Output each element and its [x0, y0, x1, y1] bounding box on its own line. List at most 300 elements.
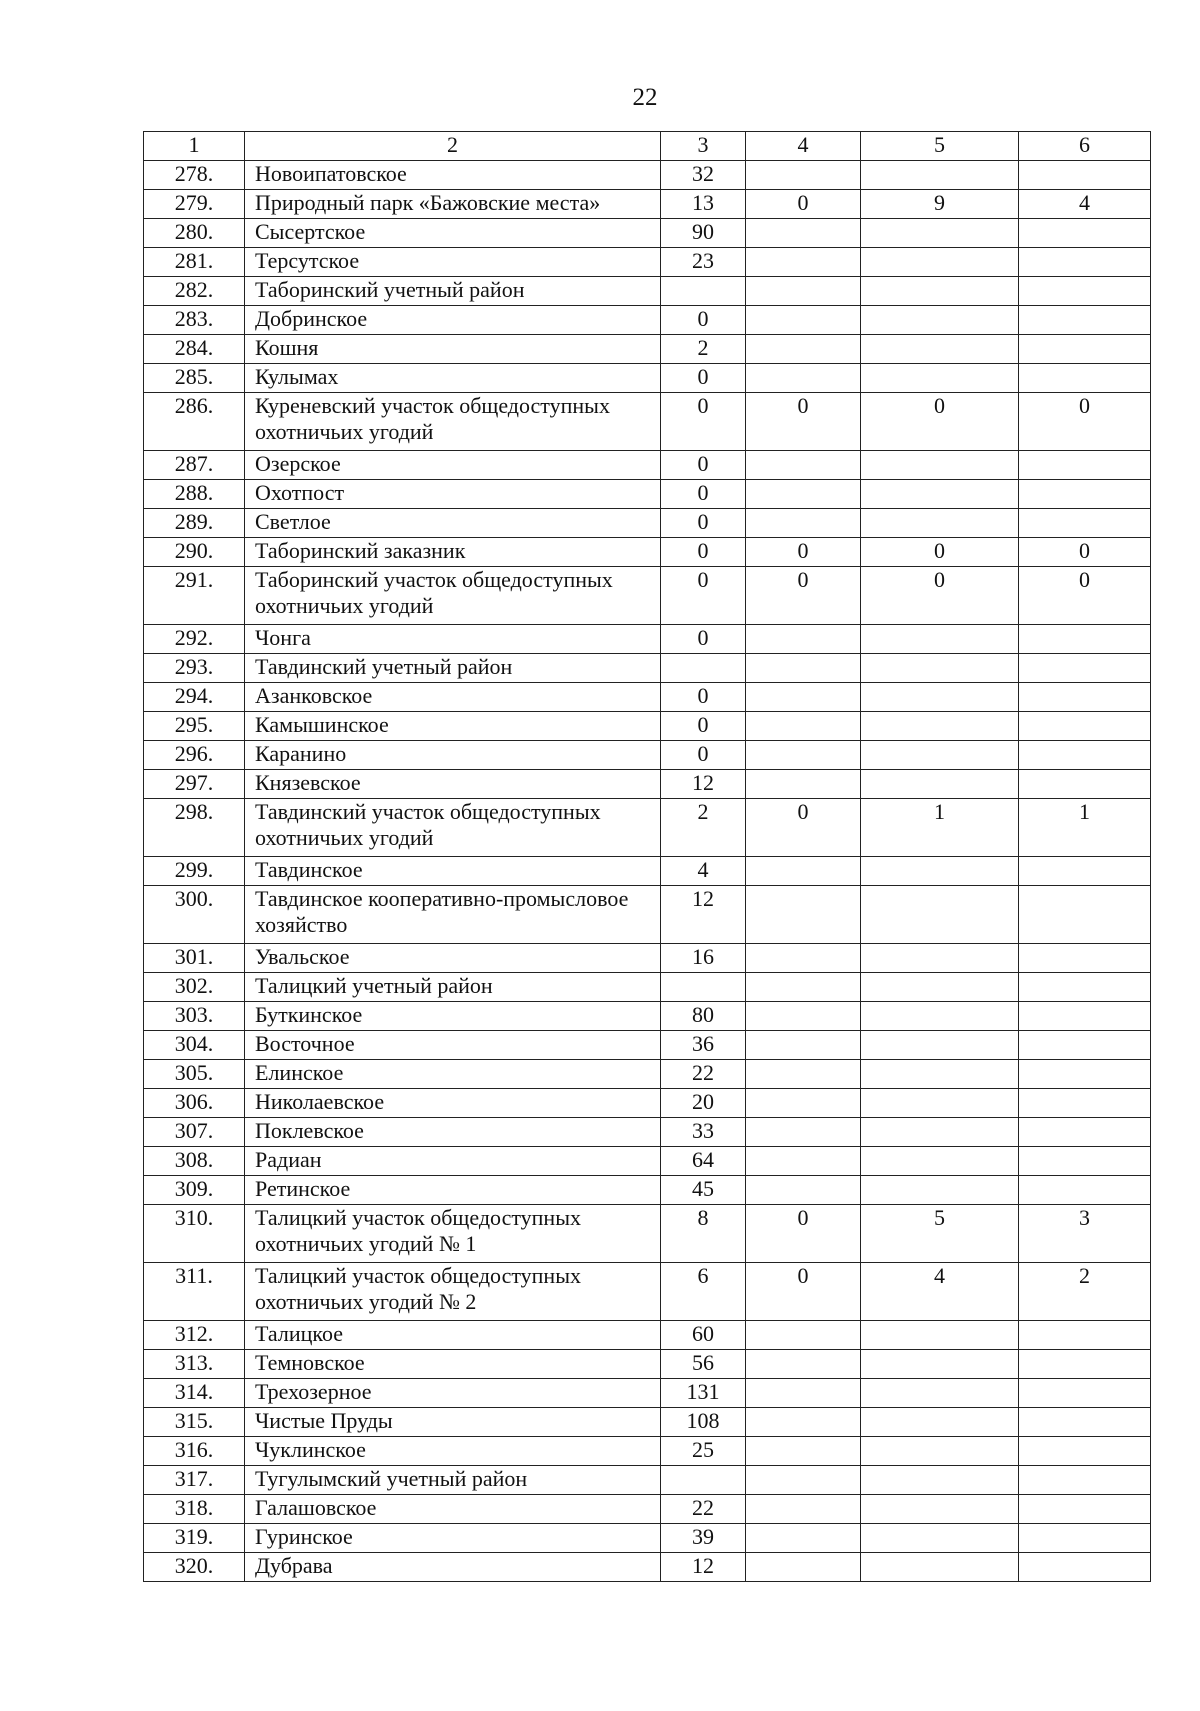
row-number: 299. — [144, 857, 245, 886]
table-row — [144, 567, 1151, 625]
row-col-3: 45 — [661, 1176, 746, 1205]
row-name: Терсутское — [245, 248, 661, 277]
row-col-5 — [861, 741, 1019, 770]
row-number: 292. — [144, 625, 245, 654]
row-col-4 — [746, 625, 861, 654]
row-col-4 — [746, 654, 861, 683]
row-number: 284. — [144, 335, 245, 364]
table-row — [144, 1205, 1151, 1263]
row-col-6: 0 — [1019, 567, 1151, 625]
row-col-4: 0 — [746, 567, 861, 625]
table-row — [144, 1118, 1151, 1147]
row-col-3: 0 — [661, 509, 746, 538]
row-col-6 — [1019, 1495, 1151, 1524]
row-number: 302. — [144, 973, 245, 1002]
row-col-4 — [746, 886, 861, 944]
row-col-5 — [861, 451, 1019, 480]
table-row — [144, 1524, 1151, 1553]
row-name: Таборинский заказник — [245, 538, 661, 567]
row-col-5 — [861, 1118, 1019, 1147]
row-col-5 — [861, 161, 1019, 190]
row-col-5 — [861, 509, 1019, 538]
row-name: Светлое — [245, 509, 661, 538]
table-row — [144, 364, 1151, 393]
row-number: 312. — [144, 1321, 245, 1350]
row-col-6 — [1019, 1437, 1151, 1466]
row-col-4 — [746, 741, 861, 770]
row-col-4 — [746, 857, 861, 886]
row-col-4: 0 — [746, 538, 861, 567]
table-row — [144, 712, 1151, 741]
row-col-5 — [861, 1437, 1019, 1466]
row-name: Тавдинское кооперативно-промысловое хозяйство — [245, 886, 661, 944]
table-row — [144, 1350, 1151, 1379]
row-name: Таборинский учетный район — [245, 277, 661, 306]
row-number: 306. — [144, 1089, 245, 1118]
row-col-5 — [861, 1553, 1019, 1582]
row-col-5: 4 — [861, 1263, 1019, 1321]
row-number: 282. — [144, 277, 245, 306]
row-col-4: 0 — [746, 393, 861, 451]
table-row — [144, 1176, 1151, 1205]
row-name: Новоипатовское — [245, 161, 661, 190]
row-number: 315. — [144, 1408, 245, 1437]
row-col-6: 0 — [1019, 538, 1151, 567]
row-col-3: 2 — [661, 335, 746, 364]
row-number: 281. — [144, 248, 245, 277]
row-col-5 — [861, 1321, 1019, 1350]
header-col-3: 3 — [661, 132, 746, 161]
header-col-4: 4 — [746, 132, 861, 161]
table-row — [144, 683, 1151, 712]
table-header-row — [144, 132, 1151, 161]
row-name: Тугулымский учетный район — [245, 1466, 661, 1495]
row-name: Тавдинское — [245, 857, 661, 886]
row-col-4: 0 — [746, 1263, 861, 1321]
row-col-3: 0 — [661, 712, 746, 741]
row-name: Озерское — [245, 451, 661, 480]
row-col-5 — [861, 219, 1019, 248]
row-col-4 — [746, 944, 861, 973]
row-col-5 — [861, 1466, 1019, 1495]
row-col-6 — [1019, 306, 1151, 335]
row-col-4 — [746, 364, 861, 393]
row-col-4 — [746, 1089, 861, 1118]
row-col-3: 32 — [661, 161, 746, 190]
table-row — [144, 306, 1151, 335]
row-col-3 — [661, 973, 746, 1002]
table-row — [144, 451, 1151, 480]
row-col-6 — [1019, 741, 1151, 770]
row-col-5 — [861, 973, 1019, 1002]
row-name: Восточное — [245, 1031, 661, 1060]
row-col-3: 0 — [661, 393, 746, 451]
row-col-3: 2 — [661, 799, 746, 857]
row-name: Куреневский участок общедоступных охотничьих угодий — [245, 393, 661, 451]
row-number: 304. — [144, 1031, 245, 1060]
table-row — [144, 538, 1151, 567]
row-name: Николаевское — [245, 1089, 661, 1118]
row-name: Таборинский участок общедоступных охотничьих угодий — [245, 567, 661, 625]
row-col-3: 0 — [661, 451, 746, 480]
row-col-6 — [1019, 712, 1151, 741]
table-row — [144, 190, 1151, 219]
row-col-6: 2 — [1019, 1263, 1151, 1321]
row-col-3 — [661, 277, 746, 306]
row-name: Азанковское — [245, 683, 661, 712]
row-col-5 — [861, 1002, 1019, 1031]
row-col-5 — [861, 364, 1019, 393]
row-col-3: 56 — [661, 1350, 746, 1379]
row-number: 300. — [144, 886, 245, 944]
row-col-4 — [746, 1031, 861, 1060]
row-col-3: 108 — [661, 1408, 746, 1437]
table-row — [144, 480, 1151, 509]
row-col-5: 9 — [861, 190, 1019, 219]
row-number: 279. — [144, 190, 245, 219]
header-col-6: 6 — [1019, 132, 1151, 161]
row-col-6 — [1019, 509, 1151, 538]
row-col-6 — [1019, 451, 1151, 480]
row-col-3: 13 — [661, 190, 746, 219]
row-col-3: 0 — [661, 306, 746, 335]
row-col-4 — [746, 306, 861, 335]
row-col-3: 23 — [661, 248, 746, 277]
row-col-5: 0 — [861, 393, 1019, 451]
row-col-5 — [861, 480, 1019, 509]
row-col-4 — [746, 712, 861, 741]
row-col-4: 0 — [746, 799, 861, 857]
row-col-3: 22 — [661, 1060, 746, 1089]
table-row — [144, 1553, 1151, 1582]
row-col-5: 5 — [861, 1205, 1019, 1263]
row-col-3: 90 — [661, 219, 746, 248]
table-row — [144, 944, 1151, 973]
row-name: Охотпост — [245, 480, 661, 509]
table-row — [144, 886, 1151, 944]
row-col-5 — [861, 1524, 1019, 1553]
row-name: Чонга — [245, 625, 661, 654]
data-table — [143, 131, 1151, 1582]
row-col-4 — [746, 1379, 861, 1408]
row-name: Елинское — [245, 1060, 661, 1089]
row-number: 286. — [144, 393, 245, 451]
row-col-3: 36 — [661, 1031, 746, 1060]
row-number: 316. — [144, 1437, 245, 1466]
row-number: 309. — [144, 1176, 245, 1205]
row-col-6 — [1019, 1553, 1151, 1582]
row-number: 285. — [144, 364, 245, 393]
row-col-6: 4 — [1019, 190, 1151, 219]
row-col-4 — [746, 480, 861, 509]
table-row — [144, 1089, 1151, 1118]
row-col-6 — [1019, 1321, 1151, 1350]
row-name: Талицкое — [245, 1321, 661, 1350]
row-col-5 — [861, 1350, 1019, 1379]
table-row — [144, 248, 1151, 277]
row-col-4 — [746, 1408, 861, 1437]
row-col-5 — [861, 683, 1019, 712]
row-col-3: 0 — [661, 683, 746, 712]
row-col-4 — [746, 1060, 861, 1089]
row-col-4 — [746, 1466, 861, 1495]
row-col-4 — [746, 509, 861, 538]
row-col-3: 60 — [661, 1321, 746, 1350]
row-number: 289. — [144, 509, 245, 538]
table-row — [144, 1147, 1151, 1176]
table-row — [144, 1466, 1151, 1495]
row-col-6 — [1019, 973, 1151, 1002]
row-name: Тавдинский участок общедоступных охотничьих угодий — [245, 799, 661, 857]
row-col-4 — [746, 1437, 861, 1466]
row-col-3: 16 — [661, 944, 746, 973]
row-name: Талицкий участок общедоступных охотничьих угодий № 2 — [245, 1263, 661, 1321]
table-row — [144, 509, 1151, 538]
row-number: 288. — [144, 480, 245, 509]
row-number: 294. — [144, 683, 245, 712]
row-name: Кулымах — [245, 364, 661, 393]
row-name: Кошня — [245, 335, 661, 364]
row-col-3: 39 — [661, 1524, 746, 1553]
row-col-5 — [861, 770, 1019, 799]
row-col-4 — [746, 1524, 861, 1553]
row-name: Каранино — [245, 741, 661, 770]
row-number: 278. — [144, 161, 245, 190]
row-col-6 — [1019, 364, 1151, 393]
row-col-6 — [1019, 1466, 1151, 1495]
row-col-5 — [861, 1147, 1019, 1176]
row-col-6: 1 — [1019, 799, 1151, 857]
row-col-3: 0 — [661, 567, 746, 625]
row-col-4 — [746, 248, 861, 277]
row-col-6 — [1019, 1089, 1151, 1118]
row-col-5 — [861, 654, 1019, 683]
row-col-6: 0 — [1019, 393, 1151, 451]
row-number: 314. — [144, 1379, 245, 1408]
row-number: 297. — [144, 770, 245, 799]
row-col-6 — [1019, 1408, 1151, 1437]
row-number: 301. — [144, 944, 245, 973]
row-col-3: 12 — [661, 770, 746, 799]
row-number: 308. — [144, 1147, 245, 1176]
row-name: Радиан — [245, 1147, 661, 1176]
table-row — [144, 1321, 1151, 1350]
table-row — [144, 1495, 1151, 1524]
row-number: 317. — [144, 1466, 245, 1495]
row-name: Талицкий участок общедоступных охотничьих угодий № 1 — [245, 1205, 661, 1263]
row-col-4 — [746, 1147, 861, 1176]
row-col-5 — [861, 944, 1019, 973]
row-col-6 — [1019, 1379, 1151, 1408]
table-row — [144, 393, 1151, 451]
row-col-4 — [746, 161, 861, 190]
row-name: Сысертское — [245, 219, 661, 248]
row-col-6 — [1019, 625, 1151, 654]
row-col-3: 0 — [661, 538, 746, 567]
row-name: Увальское — [245, 944, 661, 973]
row-col-3: 6 — [661, 1263, 746, 1321]
row-name: Князевское — [245, 770, 661, 799]
row-col-3: 64 — [661, 1147, 746, 1176]
row-number: 280. — [144, 219, 245, 248]
row-name: Талицкий учетный район — [245, 973, 661, 1002]
row-name: Темновское — [245, 1350, 661, 1379]
row-number: 319. — [144, 1524, 245, 1553]
row-col-5 — [861, 712, 1019, 741]
row-col-5: 1 — [861, 799, 1019, 857]
row-col-5 — [861, 277, 1019, 306]
row-number: 298. — [144, 799, 245, 857]
row-col-5 — [861, 1031, 1019, 1060]
row-col-3: 0 — [661, 625, 746, 654]
row-col-6 — [1019, 1118, 1151, 1147]
table-row — [144, 1031, 1151, 1060]
row-col-6 — [1019, 161, 1151, 190]
row-col-6 — [1019, 886, 1151, 944]
row-col-3: 80 — [661, 1002, 746, 1031]
row-name: Чистые Пруды — [245, 1408, 661, 1437]
row-col-3: 22 — [661, 1495, 746, 1524]
page-number: 22 — [632, 84, 658, 111]
row-col-3 — [661, 1466, 746, 1495]
row-col-3: 20 — [661, 1089, 746, 1118]
row-col-5 — [861, 306, 1019, 335]
row-name: Поклевское — [245, 1118, 661, 1147]
row-col-6 — [1019, 248, 1151, 277]
row-col-3: 33 — [661, 1118, 746, 1147]
row-number: 290. — [144, 538, 245, 567]
row-col-4 — [746, 770, 861, 799]
row-col-4 — [746, 219, 861, 248]
row-number: 311. — [144, 1263, 245, 1321]
row-number: 305. — [144, 1060, 245, 1089]
row-name: Добринское — [245, 306, 661, 335]
row-col-5 — [861, 1495, 1019, 1524]
table-row — [144, 219, 1151, 248]
row-col-6 — [1019, 944, 1151, 973]
row-col-6 — [1019, 1147, 1151, 1176]
table-row — [144, 625, 1151, 654]
row-col-3: 0 — [661, 364, 746, 393]
row-col-6 — [1019, 1060, 1151, 1089]
row-col-4: 0 — [746, 190, 861, 219]
row-number: 310. — [144, 1205, 245, 1263]
table-row — [144, 1002, 1151, 1031]
table-row — [144, 1408, 1151, 1437]
row-col-5 — [861, 886, 1019, 944]
row-number: 307. — [144, 1118, 245, 1147]
row-col-6 — [1019, 1176, 1151, 1205]
table-row — [144, 1379, 1151, 1408]
row-name: Галашовское — [245, 1495, 661, 1524]
row-col-6 — [1019, 1524, 1151, 1553]
row-number: 313. — [144, 1350, 245, 1379]
row-name: Дубрава — [245, 1553, 661, 1582]
row-col-5 — [861, 1176, 1019, 1205]
table-row — [144, 161, 1151, 190]
row-col-4: 0 — [746, 1205, 861, 1263]
table-row — [144, 1263, 1151, 1321]
row-col-4 — [746, 1350, 861, 1379]
row-col-6 — [1019, 480, 1151, 509]
row-col-5 — [861, 625, 1019, 654]
row-col-5 — [861, 1408, 1019, 1437]
table-body — [144, 161, 1151, 1582]
row-col-4 — [746, 1176, 861, 1205]
row-col-6 — [1019, 770, 1151, 799]
row-col-3: 131 — [661, 1379, 746, 1408]
row-col-4 — [746, 1118, 861, 1147]
row-number: 320. — [144, 1553, 245, 1582]
table-row — [144, 973, 1151, 1002]
header-col-5: 5 — [861, 132, 1019, 161]
table-row — [144, 1060, 1151, 1089]
row-col-4 — [746, 1553, 861, 1582]
row-col-3 — [661, 654, 746, 683]
row-col-5 — [861, 857, 1019, 886]
row-col-6 — [1019, 1031, 1151, 1060]
row-col-3: 0 — [661, 741, 746, 770]
row-col-5 — [861, 248, 1019, 277]
table-row — [144, 335, 1151, 364]
row-col-4 — [746, 451, 861, 480]
table-row — [144, 770, 1151, 799]
row-name: Гуринское — [245, 1524, 661, 1553]
table-row — [144, 799, 1151, 857]
table-row — [144, 277, 1151, 306]
row-col-6 — [1019, 654, 1151, 683]
row-col-6 — [1019, 277, 1151, 306]
row-name: Камышинское — [245, 712, 661, 741]
row-name: Ретинское — [245, 1176, 661, 1205]
row-col-4 — [746, 683, 861, 712]
row-col-4 — [746, 973, 861, 1002]
row-col-4 — [746, 1495, 861, 1524]
row-col-6 — [1019, 335, 1151, 364]
row-number: 291. — [144, 567, 245, 625]
row-name: Трехозерное — [245, 1379, 661, 1408]
row-col-6 — [1019, 683, 1151, 712]
row-col-6 — [1019, 1002, 1151, 1031]
row-col-5 — [861, 1060, 1019, 1089]
row-number: 283. — [144, 306, 245, 335]
row-col-3: 12 — [661, 1553, 746, 1582]
row-col-4 — [746, 1321, 861, 1350]
row-col-6 — [1019, 857, 1151, 886]
row-number: 318. — [144, 1495, 245, 1524]
row-col-4 — [746, 277, 861, 306]
row-name: Чуклинское — [245, 1437, 661, 1466]
header-col-2: 2 — [245, 132, 661, 161]
row-number: 295. — [144, 712, 245, 741]
row-number: 296. — [144, 741, 245, 770]
row-col-3: 4 — [661, 857, 746, 886]
table-row — [144, 1437, 1151, 1466]
row-col-4 — [746, 335, 861, 364]
row-number: 293. — [144, 654, 245, 683]
row-col-3: 12 — [661, 886, 746, 944]
row-name: Тавдинский учетный район — [245, 654, 661, 683]
table-row — [144, 741, 1151, 770]
row-number: 303. — [144, 1002, 245, 1031]
row-col-5 — [861, 335, 1019, 364]
row-number: 287. — [144, 451, 245, 480]
row-col-6 — [1019, 219, 1151, 248]
row-name: Природный парк «Бажовские места» — [245, 190, 661, 219]
row-col-5: 0 — [861, 538, 1019, 567]
row-col-3: 8 — [661, 1205, 746, 1263]
row-col-6 — [1019, 1350, 1151, 1379]
